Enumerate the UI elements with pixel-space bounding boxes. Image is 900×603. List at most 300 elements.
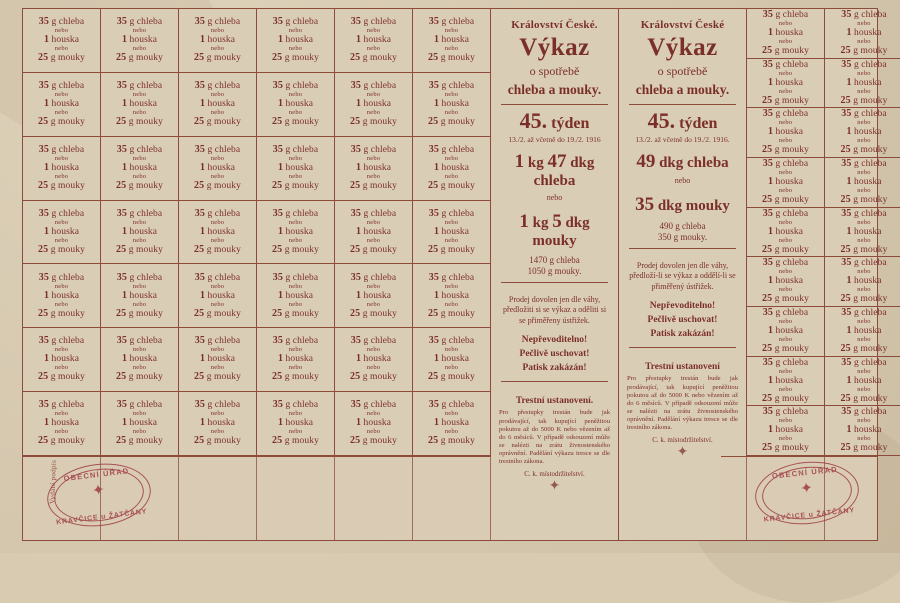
ration-coupon[interactable] [335,9,412,73]
ration-coupon[interactable] [335,264,412,328]
panel-kingdom: Království České [640,19,725,31]
ration-coupon[interactable] [747,208,824,258]
coupon-flour: 25 g mouky [38,371,85,383]
coupon-roll: 1 houska [43,289,80,301]
ration-coupon[interactable] [825,108,900,158]
coupon-flour: 25 g mouky [840,94,888,106]
panel-legal-title: Trestní ustanovení. [515,396,594,407]
coupon-flour: 25 g mouky [762,144,809,156]
panel-or: nebo [546,193,563,202]
ration-coupon[interactable] [413,328,490,392]
coupon-flour: 25 g mouky [762,442,809,454]
coupon-flour: 25 g mouky [116,243,163,255]
ration-coupon[interactable] [825,406,900,456]
coupon-or: nebo [857,137,871,145]
stamp-top-text: OBECNÍ ÚŘAD [771,464,839,481]
coupon-flour: 25 g mouky [762,45,809,57]
office-stamp-right [752,457,862,530]
panel-dates: 13./2. až včetně do 19./2. 1916. [635,135,730,144]
coupon-or: nebo [210,300,225,308]
ration-coupon[interactable] [179,392,256,456]
panel-or: nebo [674,176,691,185]
coupon-roll: 1 houska [846,325,882,337]
coupon-roll: 1 houska [433,289,470,301]
coupon-flour: 25 g mouky [840,194,888,206]
coupon-or: nebo [857,218,871,226]
ration-card [22,8,888,541]
coupon-flour: 25 g mouky [350,435,397,447]
coupon-roll: 1 houska [767,225,804,237]
divider [629,347,736,348]
coupon-flour: 25 g mouky [762,293,809,305]
coupon-bread: 35 g chleba [272,16,319,28]
coupon-or: nebo [366,428,381,436]
ration-coupon[interactable] [179,137,256,201]
coupon-or: nebo [288,172,303,180]
coupon-or: nebo [288,364,303,372]
coupon-or: nebo [444,27,459,35]
coupon-or: nebo [54,91,69,99]
ration-coupon[interactable] [825,307,900,357]
ration-coupon[interactable] [747,357,824,407]
coupon-or: nebo [444,109,459,117]
ration-coupon[interactable] [335,201,412,265]
ration-coupon[interactable] [747,108,824,158]
coupon-flour: 25 g mouky [38,179,85,191]
panel-commodity: chleba a mouky. [507,82,602,97]
coupon-or: nebo [132,364,147,372]
coupon-flour: 25 g mouky [428,116,475,128]
coupon-roll: 1 houska [43,225,80,237]
ration-coupon[interactable] [335,328,412,392]
coupon-or: nebo [857,367,871,375]
coupon-or: nebo [288,218,303,226]
coupon-roll: 1 houska [199,225,236,237]
coat-of-arms-icon: ✦ [91,482,106,500]
ration-coupon[interactable] [257,264,334,328]
coupon-roll: 1 houska [433,98,470,110]
declaration-panel [491,9,619,540]
ration-coupon[interactable] [257,137,334,201]
coupon-roll: 1 houska [846,176,882,188]
coupon-bread: 35 g chleba [272,207,319,219]
coupon-or: nebo [210,428,225,436]
coupon-roll: 1 houska [767,27,804,39]
coupon-flour: 25 g mouky [840,45,888,57]
coupon-roll: 1 houska [355,289,392,301]
ration-coupon[interactable] [257,9,334,73]
ration-coupon[interactable] [825,357,900,407]
panel-equivalent-flour: 1050 g mouky. [527,266,582,276]
ration-coupon[interactable] [413,73,490,137]
coupon-or: nebo [288,154,303,162]
coupon-or: nebo [366,364,381,372]
coupon-or: nebo [778,318,793,326]
coat-of-arms-icon: ✦ [799,480,814,498]
coupon-flour: 25 g mouky [194,179,241,191]
ration-coupon[interactable] [101,264,178,328]
ration-coupon[interactable] [101,9,178,73]
stamp-bottom-text: KRAVČICE u ŽATČANY [55,508,148,527]
ration-coupon[interactable] [101,137,178,201]
panel-kingdom: Království České. [511,19,598,31]
coupon-bread: 35 g chleba [194,207,241,219]
coupon-flour: 25 g mouky [840,392,888,404]
ration-coupon[interactable] [23,73,100,137]
coupon-or: nebo [132,91,147,99]
coupon-or: nebo [857,318,871,326]
coupon-bread: 35 g chleba [841,257,887,269]
panel-signature: C. k. místodržitelství. [652,435,713,444]
coupon-roll: 1 houska [121,353,158,365]
coupon-roll: 1 houska [846,76,882,88]
coupon-or: nebo [778,169,793,177]
coupon-roll: 1 houska [121,417,158,429]
coupon-bread: 35 g chleba [762,58,809,70]
coupon-or: nebo [778,20,793,28]
coupon-or: nebo [132,109,147,117]
coupon-or: nebo [132,282,147,290]
ration-coupon[interactable] [747,59,824,109]
coupon-or: nebo [857,187,871,195]
ration-coupon[interactable] [23,9,100,73]
coupon-roll: 1 houska [846,275,882,287]
ration-coupon[interactable] [101,201,178,265]
ration-coupon[interactable] [179,9,256,73]
coupon-flour: 25 g mouky [428,179,475,191]
coupon-or: nebo [288,282,303,290]
coupon-bread: 35 g chleba [116,16,163,28]
coupon-bread: 35 g chleba [194,16,241,28]
coupon-roll: 1 houska [355,225,392,237]
coupon-roll: 1 houska [355,353,392,365]
coupon-bread: 35 g chleba [38,335,85,347]
coupon-roll: 1 houska [433,161,470,173]
coupon-roll: 1 houska [277,225,314,237]
coupon-roll: 1 houska [433,225,470,237]
coupon-or: nebo [778,119,793,127]
coupon-or: nebo [54,109,69,117]
ration-coupon[interactable] [747,257,824,307]
ration-coupon[interactable] [23,264,100,328]
coupon-bread: 35 g chleba [428,335,475,347]
coupon-or: nebo [132,218,147,226]
ration-coupon[interactable] [257,73,334,137]
panel-signature: C. k. místodržitelství. [524,469,585,478]
coupon-roll: 1 houska [846,126,882,138]
coupon-or: nebo [857,336,871,344]
coupon-flour: 25 g mouky [272,371,319,383]
coupon-or: nebo [444,154,459,162]
coupon-roll: 1 houska [846,225,882,237]
coupon-or: nebo [778,417,793,425]
coupon-or: nebo [210,282,225,290]
coupon-or: nebo [778,367,793,375]
ration-coupon[interactable] [825,158,900,208]
panel-warning: Nepřevoditelno! Pečlivě uschovat! Patisk zakázán! [519,335,590,373]
coupon-or: nebo [444,218,459,226]
coupon-or: nebo [288,91,303,99]
coupon-roll: 1 houska [121,34,158,46]
coupon-or: nebo [54,218,69,226]
coupon-bread: 35 g chleba [762,158,809,170]
coupon-or: nebo [366,109,381,117]
coupon-or: nebo [288,45,303,53]
coupon-roll: 1 houska [846,374,882,386]
coupon-or: nebo [366,300,381,308]
coupon-roll: 1 houska [433,353,470,365]
coupon-flour: 25 g mouky [116,52,163,64]
panel-amount-bread: 49 dkg chleba [636,151,729,172]
coupon-bread: 35 g chleba [428,16,475,28]
coupon-or: nebo [857,38,871,46]
coupon-or: nebo [857,169,871,177]
coupon-roll: 1 houska [277,161,314,173]
ration-coupon[interactable] [413,264,490,328]
coupon-bread: 35 g chleba [428,207,475,219]
ration-coupon[interactable] [101,73,178,137]
coupon-flour: 25 g mouky [350,243,397,255]
coupon-or: nebo [857,286,871,294]
coupon-or: nebo [857,435,871,443]
divider [629,248,736,249]
coupon-or: nebo [444,364,459,372]
coupon-or: nebo [444,410,459,418]
coupon-or: nebo [210,154,225,162]
coupon-or: nebo [210,91,225,99]
coupon-flour: 25 g mouky [194,52,241,64]
coupon-flour: 25 g mouky [38,307,85,319]
coupon-roll: 1 houska [846,27,882,39]
coupon-or: nebo [444,282,459,290]
ration-coupon[interactable] [825,208,900,258]
coupon-flour: 25 g mouky [350,116,397,128]
office-stamp-left [44,458,155,532]
coupon-roll: 1 houska [43,417,80,429]
coupon-bread: 35 g chleba [350,271,397,283]
ration-coupon[interactable] [413,9,490,73]
coupon-roll: 1 houska [846,424,882,436]
coupon-bread: 35 g chleba [38,80,85,92]
ration-coupon[interactable] [825,257,900,307]
coupon-flour: 25 g mouky [194,435,241,447]
ration-coupon[interactable] [179,264,256,328]
ration-coupon[interactable] [413,201,490,265]
coupon-or: nebo [54,45,69,53]
eagle-icon: ✦ [676,444,689,460]
coupon-roll: 1 houska [277,417,314,429]
coupon-bread: 35 g chleba [762,108,809,120]
coupon-roll: 1 houska [767,275,804,287]
coupon-bread: 35 g chleba [350,399,397,411]
coupon-or: nebo [778,336,793,344]
coupon-or: nebo [366,27,381,35]
coupon-roll: 1 houska [355,34,392,46]
coupon-or: nebo [54,346,69,354]
ration-coupon[interactable] [257,201,334,265]
ration-coupon[interactable] [101,392,178,456]
ration-coupon[interactable] [23,137,100,201]
coupon-bread: 35 g chleba [841,108,887,120]
coupon-flour: 25 g mouky [272,243,319,255]
coupon-bread: 35 g chleba [194,335,241,347]
coupon-or: nebo [778,187,793,195]
panel-equivalent-bread: 490 g chleba [659,221,706,231]
coupon-or: nebo [210,346,225,354]
ration-coupon[interactable] [825,59,900,109]
coupon-flour: 25 g mouky [350,371,397,383]
ration-coupon[interactable] [747,158,824,208]
coupon-or: nebo [54,154,69,162]
ration-coupon[interactable] [335,392,412,456]
coupon-or: nebo [288,27,303,35]
coupon-roll: 1 houska [199,161,236,173]
coupon-bread: 35 g chleba [428,80,475,92]
coupon-or: nebo [210,27,225,35]
panel-legal-text: Pro přestupky trestán bude jak prodávající, tak kupující peněžitou pokutou až do 5000 K nebo vězením až do 6 měsíců. V případě odsouzení může se nalézti na zrátu živnostenského oprávnění. Padělání výkazu tresce se dle trestního zákona. [627,375,738,431]
coupon-or: nebo [366,218,381,226]
stamp-bottom-text: KRAVČICE u ŽATČANY [763,507,856,524]
coupon-bread: 35 g chleba [841,356,887,368]
coupon-or: nebo [857,268,871,276]
coupon-flour: 25 g mouky [272,179,319,191]
coupon-roll: 1 houska [767,325,804,337]
coupon-or: nebo [444,428,459,436]
coupon-or: nebo [210,109,225,117]
coupon-flour: 25 g mouky [116,307,163,319]
panel-subtitle: o spotřebě [529,64,580,78]
coupon-roll: 1 houska [277,34,314,46]
coupon-or: nebo [444,91,459,99]
coupon-bread: 35 g chleba [428,271,475,283]
coupon-flour: 25 g mouky [116,116,163,128]
coupon-bread: 35 g chleba [350,16,397,28]
coupon-flour: 25 g mouky [840,442,888,454]
coupon-or: nebo [210,218,225,226]
coupon-or: nebo [132,346,147,354]
coupon-flour: 25 g mouky [350,179,397,191]
ration-coupon[interactable] [747,406,824,456]
coupon-flour: 25 g mouky [428,243,475,255]
coupon-bread: 35 g chleba [116,80,163,92]
coupon-roll: 1 houska [121,98,158,110]
coupon-bread: 35 g chleba [38,143,85,155]
coupon-or: nebo [54,428,69,436]
coupon-bread: 35 g chleba [762,307,809,319]
coupon-flour: 25 g mouky [38,243,85,255]
coupon-bread: 35 g chleba [194,271,241,283]
coupon-roll: 1 houska [199,353,236,365]
coupon-or: nebo [132,45,147,53]
coupon-flour: 25 g mouky [194,243,241,255]
ration-coupon[interactable] [413,137,490,201]
coupon-roll: 1 houska [355,98,392,110]
coupon-roll: 1 houska [767,126,804,138]
coupon-or: nebo [54,27,69,35]
coupon-flour: 25 g mouky [350,307,397,319]
coupon-or: nebo [54,364,69,372]
coupon-flour: 25 g mouky [428,307,475,319]
coupon-or: nebo [210,236,225,244]
coupon-flour: 25 g mouky [194,371,241,383]
coupon-or: nebo [288,109,303,117]
coupon-bread: 35 g chleba [350,335,397,347]
coupon-bread: 35 g chleba [428,143,475,155]
ration-coupon[interactable] [179,201,256,265]
coupon-bread: 35 g chleba [350,80,397,92]
stamp-top-text: OBECNÍ ÚŘAD [63,466,130,484]
coupon-flour: 25 g mouky [762,392,809,404]
ration-coupon[interactable] [335,137,412,201]
coupon-or: nebo [444,346,459,354]
divider [501,381,608,382]
coupon-or: nebo [444,172,459,180]
ration-coupon[interactable] [257,328,334,392]
coupon-bread: 35 g chleba [841,307,887,319]
coupon-or: nebo [366,45,381,53]
coupon-bread: 35 g chleba [841,406,887,418]
coupon-bread: 35 g chleba [116,335,163,347]
coupon-or: nebo [210,45,225,53]
ration-coupon[interactable] [257,392,334,456]
coupon-or: nebo [366,91,381,99]
ration-coupon[interactable] [23,328,100,392]
coupon-or: nebo [778,137,793,145]
coupon-roll: 1 houska [199,98,236,110]
coupon-or: nebo [857,236,871,244]
coupon-or: nebo [54,236,69,244]
coupon-or: nebo [210,410,225,418]
panel-amount-flour: 1 kg 5 dkg mouky [519,211,590,249]
coupon-roll: 1 houska [43,98,80,110]
ration-coupon[interactable] [747,9,824,59]
ration-coupon[interactable] [23,201,100,265]
ration-coupon[interactable] [413,392,490,456]
panel-sale-note: Prodej dovolen jen dle váhy, předložiti si se výkaz a oděliti si se přiměřeny ústřižek. [502,295,607,325]
coupon-or: nebo [444,300,459,308]
coupon-bread: 35 g chleba [841,158,887,170]
ration-coupon[interactable] [747,307,824,357]
ration-coupon[interactable] [23,392,100,456]
ration-coupon[interactable] [179,73,256,137]
ration-coupon[interactable] [101,328,178,392]
coupon-or: nebo [288,346,303,354]
coupon-bread: 35 g chleba [841,9,887,21]
ration-coupon[interactable] [335,73,412,137]
coupon-or: nebo [210,364,225,372]
panel-sale-note: Prodej dovolen jen dle váhy, předloží-li se výkaz a oddělí-li se přiměřený ústřižek. [629,261,736,291]
ration-coupon[interactable] [825,9,900,59]
coupon-roll: 1 houska [767,76,804,88]
panel-dates: 13./2. až včetně do 19./2. 1916 [508,135,601,144]
coupon-roll: 1 houska [121,225,158,237]
coupon-bread: 35 g chleba [272,143,319,155]
coupon-roll: 1 houska [277,289,314,301]
coupon-or: nebo [366,154,381,162]
coupon-bread: 35 g chleba [350,143,397,155]
coupon-or: nebo [857,87,871,95]
coupon-or: nebo [778,385,793,393]
coupon-or: nebo [857,417,871,425]
coupon-or: nebo [132,154,147,162]
divider [501,282,608,283]
coupon-flour: 25 g mouky [116,179,163,191]
ration-coupon[interactable] [179,328,256,392]
coupon-bread: 35 g chleba [38,271,85,283]
handwritten-note: Vydání podpis [48,459,58,505]
coupon-or: nebo [778,87,793,95]
panel-equivalent-flour: 350 g mouky. [657,232,708,242]
